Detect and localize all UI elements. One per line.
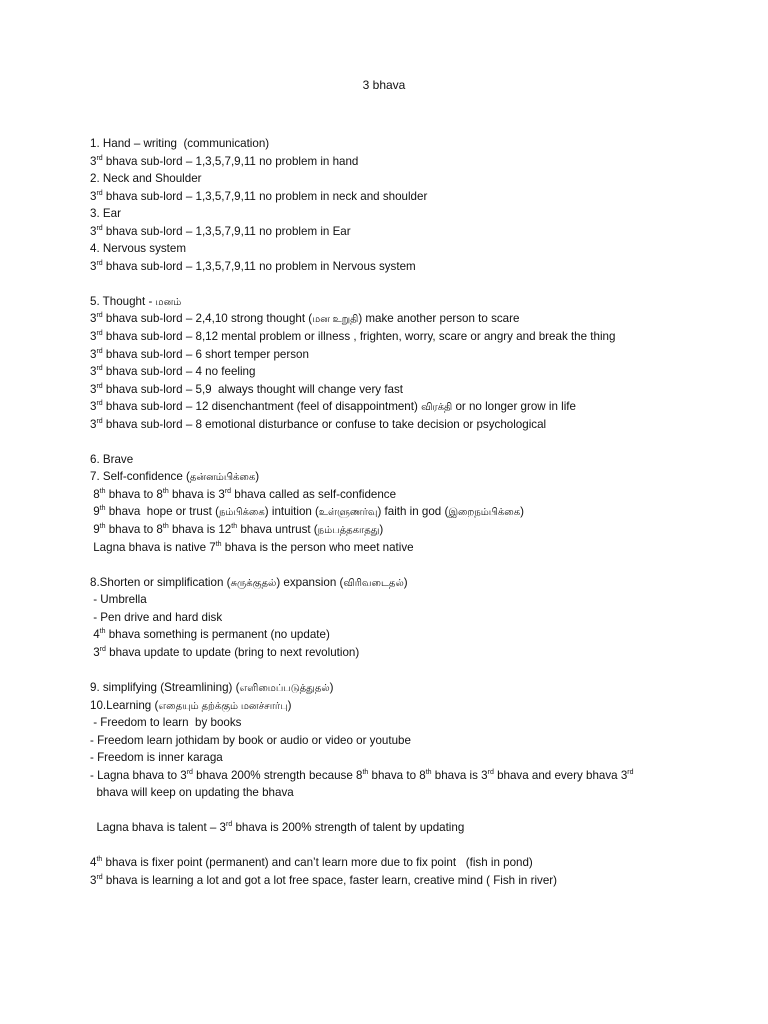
line-text: ) — [403, 575, 408, 589]
ordinal-suffix: th — [231, 523, 238, 531]
line-text: - Lagna bhava to 3 — [90, 768, 187, 782]
ordinal-suffix: rd — [96, 365, 103, 373]
line-text: bhava sub-lord – 1,3,5,7,9,11 no problem in Ear — [102, 224, 351, 238]
ordinal-suffix: rd — [226, 821, 233, 829]
ordinal-suffix: th — [215, 540, 222, 548]
text-line — [90, 854, 730, 872]
line-text: 3 — [90, 330, 97, 344]
blank-line — [90, 556, 730, 574]
line-text: bhava untrust ( — [237, 523, 318, 537]
line-text: 7. Self-confidence ( — [90, 470, 190, 484]
text-line — [90, 644, 730, 662]
line-text: bhava sub-lord – 8 emotional disturbance or confuse to take decision or psychological — [102, 417, 547, 431]
line-text: bhava sub-lord – 8,12 mental problem or illness , frighten, worry, scare or angry and break the thing — [102, 330, 616, 344]
ordinal-suffix: rd — [96, 400, 103, 408]
line-text: 3 — [90, 189, 97, 203]
line-text: bhava hope or trust ( — [105, 505, 219, 519]
line-text: ) make another person to scare — [358, 312, 520, 326]
ordinal-suffix: th — [362, 768, 369, 776]
text-line — [90, 574, 730, 592]
line-text: 1. Hand – writing (communication) — [90, 137, 270, 150]
text-line — [90, 732, 730, 750]
line-text: bhava sub-lord – 1,3,5,7,9,11 no problem in Nervous system — [102, 259, 416, 273]
line-text: - Freedom is inner karaga — [90, 751, 223, 765]
line-text: ) — [329, 680, 334, 694]
tamil-text: தன்னம்பிக்கை — [189, 472, 256, 484]
text-line — [90, 398, 730, 416]
document-body — [90, 135, 730, 890]
text-line — [90, 486, 730, 504]
ordinal-suffix: th — [425, 768, 432, 776]
line-text: ) intuition ( — [264, 505, 319, 519]
line-text: ) expansion ( — [276, 575, 344, 589]
line-text: 3. Ear — [90, 207, 121, 221]
blank-line — [90, 275, 730, 293]
text-line — [90, 240, 730, 258]
line-text: 3 — [90, 365, 97, 379]
ordinal-suffix: th — [96, 856, 103, 864]
ordinal-suffix: th — [99, 523, 106, 531]
line-text: bhava is 3 — [431, 768, 488, 782]
line-text: 5. Thought - — [90, 294, 156, 308]
tamil-text: எதையும் தற்க்கும் மனச்சார்பு — [158, 700, 288, 712]
text-line — [90, 468, 730, 486]
text-line — [90, 293, 730, 311]
text-line — [90, 679, 730, 697]
blank-line — [90, 661, 730, 679]
line-text: 3 — [90, 312, 97, 326]
line-text: bhava is 3 — [168, 487, 225, 501]
line-text: Lagna bhava is talent – 3 — [90, 821, 227, 835]
text-line — [90, 223, 730, 241]
ordinal-suffix: rd — [96, 347, 103, 355]
text-line — [90, 205, 730, 223]
line-text: bhava is the person who meet native — [221, 540, 414, 554]
text-line — [90, 609, 730, 627]
tamil-text: இறைநம்பிக்கை — [448, 507, 521, 519]
line-text: ) — [255, 470, 260, 484]
tamil-text: எளிமைப்படுத்துதல் — [239, 682, 330, 694]
ordinal-suffix: rd — [186, 768, 193, 776]
ordinal-suffix: th — [99, 488, 106, 496]
line-text: bhava update to update (bring to next revolution) — [105, 645, 360, 659]
text-line — [90, 451, 730, 469]
text-line — [90, 697, 730, 715]
line-text: 3 — [90, 400, 97, 414]
ordinal-suffix: rd — [96, 312, 103, 320]
ordinal-suffix: th — [99, 505, 106, 513]
tamil-text: நம்பிக்கை — [218, 507, 265, 519]
line-text: 4 — [90, 856, 97, 870]
line-text: 3 — [90, 259, 97, 273]
line-text: bhava is fixer point (permanent) and can’t learn more due to fix point (fish in pond) — [102, 856, 533, 870]
line-text: 8 — [90, 487, 100, 501]
text-line — [90, 767, 730, 785]
line-text: bhava sub-lord – 1,3,5,7,9,11 no problem in hand — [102, 154, 359, 168]
line-text: 4 — [90, 628, 100, 642]
ordinal-suffix: th — [162, 488, 169, 496]
blank-line — [90, 802, 730, 820]
line-text: ) — [520, 505, 525, 519]
tamil-text: சுருக்குதல் — [230, 577, 277, 589]
ordinal-suffix: rd — [96, 874, 103, 882]
line-text: bhava sub-lord – 6 short temper person — [102, 347, 309, 361]
text-line — [90, 310, 730, 328]
tamil-text: மனம் — [155, 296, 182, 308]
line-text: 3 — [90, 873, 97, 887]
text-line — [90, 503, 730, 521]
ordinal-suffix: th — [162, 523, 169, 531]
line-text: 9 — [90, 523, 100, 537]
line-text: bhava and every bhava 3 — [493, 768, 628, 782]
tamil-text: உள்ளுணர்வு — [318, 507, 378, 519]
ordinal-suffix: rd — [96, 382, 103, 390]
line-text: bhava sub-lord – 2,4,10 strong thought ( — [102, 312, 313, 326]
text-line — [90, 135, 730, 153]
ordinal-suffix: rd — [627, 768, 634, 776]
line-text: Lagna bhava is native 7 — [90, 540, 216, 554]
ordinal-suffix: rd — [96, 154, 103, 162]
tamil-text: மன உறுதி — [312, 314, 359, 326]
line-text: bhava sub-lord – 5,9 always thought will change very fast — [102, 382, 404, 396]
line-text: bhava is 200% strength of talent by updating — [232, 821, 465, 835]
page-title: 3 bhava — [362, 78, 406, 92]
line-text: bhava something is permanent (no update) — [105, 628, 330, 642]
text-line — [90, 819, 730, 837]
line-text: 3 — [90, 347, 97, 361]
line-text: bhava will keep on updating the bhava — [90, 786, 294, 800]
line-text: ) faith in god ( — [377, 505, 449, 519]
tamil-text: விரிவடைதல் — [343, 577, 404, 589]
line-text: 2. Neck and Shoulder — [90, 172, 202, 186]
text-line — [90, 784, 730, 802]
line-text: 8.Shorten or simplification ( — [90, 575, 231, 589]
text-line — [90, 381, 730, 399]
line-text: - Freedom learn jothidam by book or audio or video or youtube — [90, 733, 411, 747]
text-line — [90, 346, 730, 364]
ordinal-suffix: rd — [96, 224, 103, 232]
line-text: 3 — [90, 645, 100, 659]
text-line — [90, 521, 730, 539]
text-line — [90, 714, 730, 732]
line-text: - Umbrella — [90, 593, 147, 607]
ordinal-suffix: rd — [96, 259, 103, 267]
text-line — [90, 153, 730, 171]
line-text: bhava is 12 — [168, 523, 232, 537]
line-text: 3 — [90, 382, 97, 396]
ordinal-suffix: rd — [96, 330, 103, 338]
tamil-text: நம்பத்தகாதது — [317, 525, 380, 537]
line-text: 4. Nervous system — [90, 242, 186, 256]
text-line — [90, 539, 730, 557]
line-text: bhava is learning a lot and got a lot free space, faster learn, creative mind ( Fish in river) — [102, 873, 557, 887]
line-text: bhava to 8 — [105, 523, 163, 537]
line-text: 3 — [90, 154, 97, 168]
ordinal-suffix: rd — [96, 417, 103, 425]
blank-line — [90, 433, 730, 451]
text-line — [90, 749, 730, 767]
line-text: bhava sub-lord – 1,3,5,7,9,11 no problem in neck and shoulder — [102, 189, 428, 203]
line-text: 6. Brave — [90, 452, 134, 466]
line-text: bhava to 8 — [368, 768, 426, 782]
text-line — [90, 872, 730, 890]
text-line — [90, 363, 730, 381]
line-text: bhava 200% strength because 8 — [192, 768, 363, 782]
ordinal-suffix: rd — [96, 189, 103, 197]
line-text: - Pen drive and hard disk — [90, 610, 223, 624]
text-line — [90, 170, 730, 188]
text-line — [90, 626, 730, 644]
line-text: bhava to 8 — [105, 487, 163, 501]
text-line — [90, 591, 730, 609]
ordinal-suffix: rd — [224, 488, 232, 496]
text-line — [90, 416, 730, 434]
line-text: ) — [379, 523, 384, 537]
line-text: 3 — [90, 224, 97, 238]
ordinal-suffix: th — [99, 628, 106, 636]
line-text: or no longer grow in life — [452, 400, 576, 414]
line-text: bhava sub-lord – 12 disenchantment (feel of disappointment) — [102, 400, 422, 414]
text-line — [90, 188, 730, 206]
line-text: bhava sub-lord – 4 no feeling — [102, 365, 256, 379]
blank-line — [90, 837, 730, 855]
ordinal-suffix: rd — [99, 646, 106, 653]
line-text: bhava called as self-confidence — [231, 487, 397, 501]
tamil-text: விரக்தி — [421, 402, 453, 414]
text-line — [90, 258, 730, 276]
line-text: 10.Learning ( — [90, 698, 159, 712]
line-text: - Freedom to learn by books — [90, 716, 242, 730]
line-text: 9 — [90, 505, 100, 519]
ordinal-suffix: rd — [487, 768, 494, 776]
line-text: 9. simplifying (Streamlining) ( — [90, 680, 240, 694]
text-line — [90, 328, 730, 346]
line-text: ) — [287, 698, 292, 712]
line-text: 3 — [90, 417, 97, 431]
